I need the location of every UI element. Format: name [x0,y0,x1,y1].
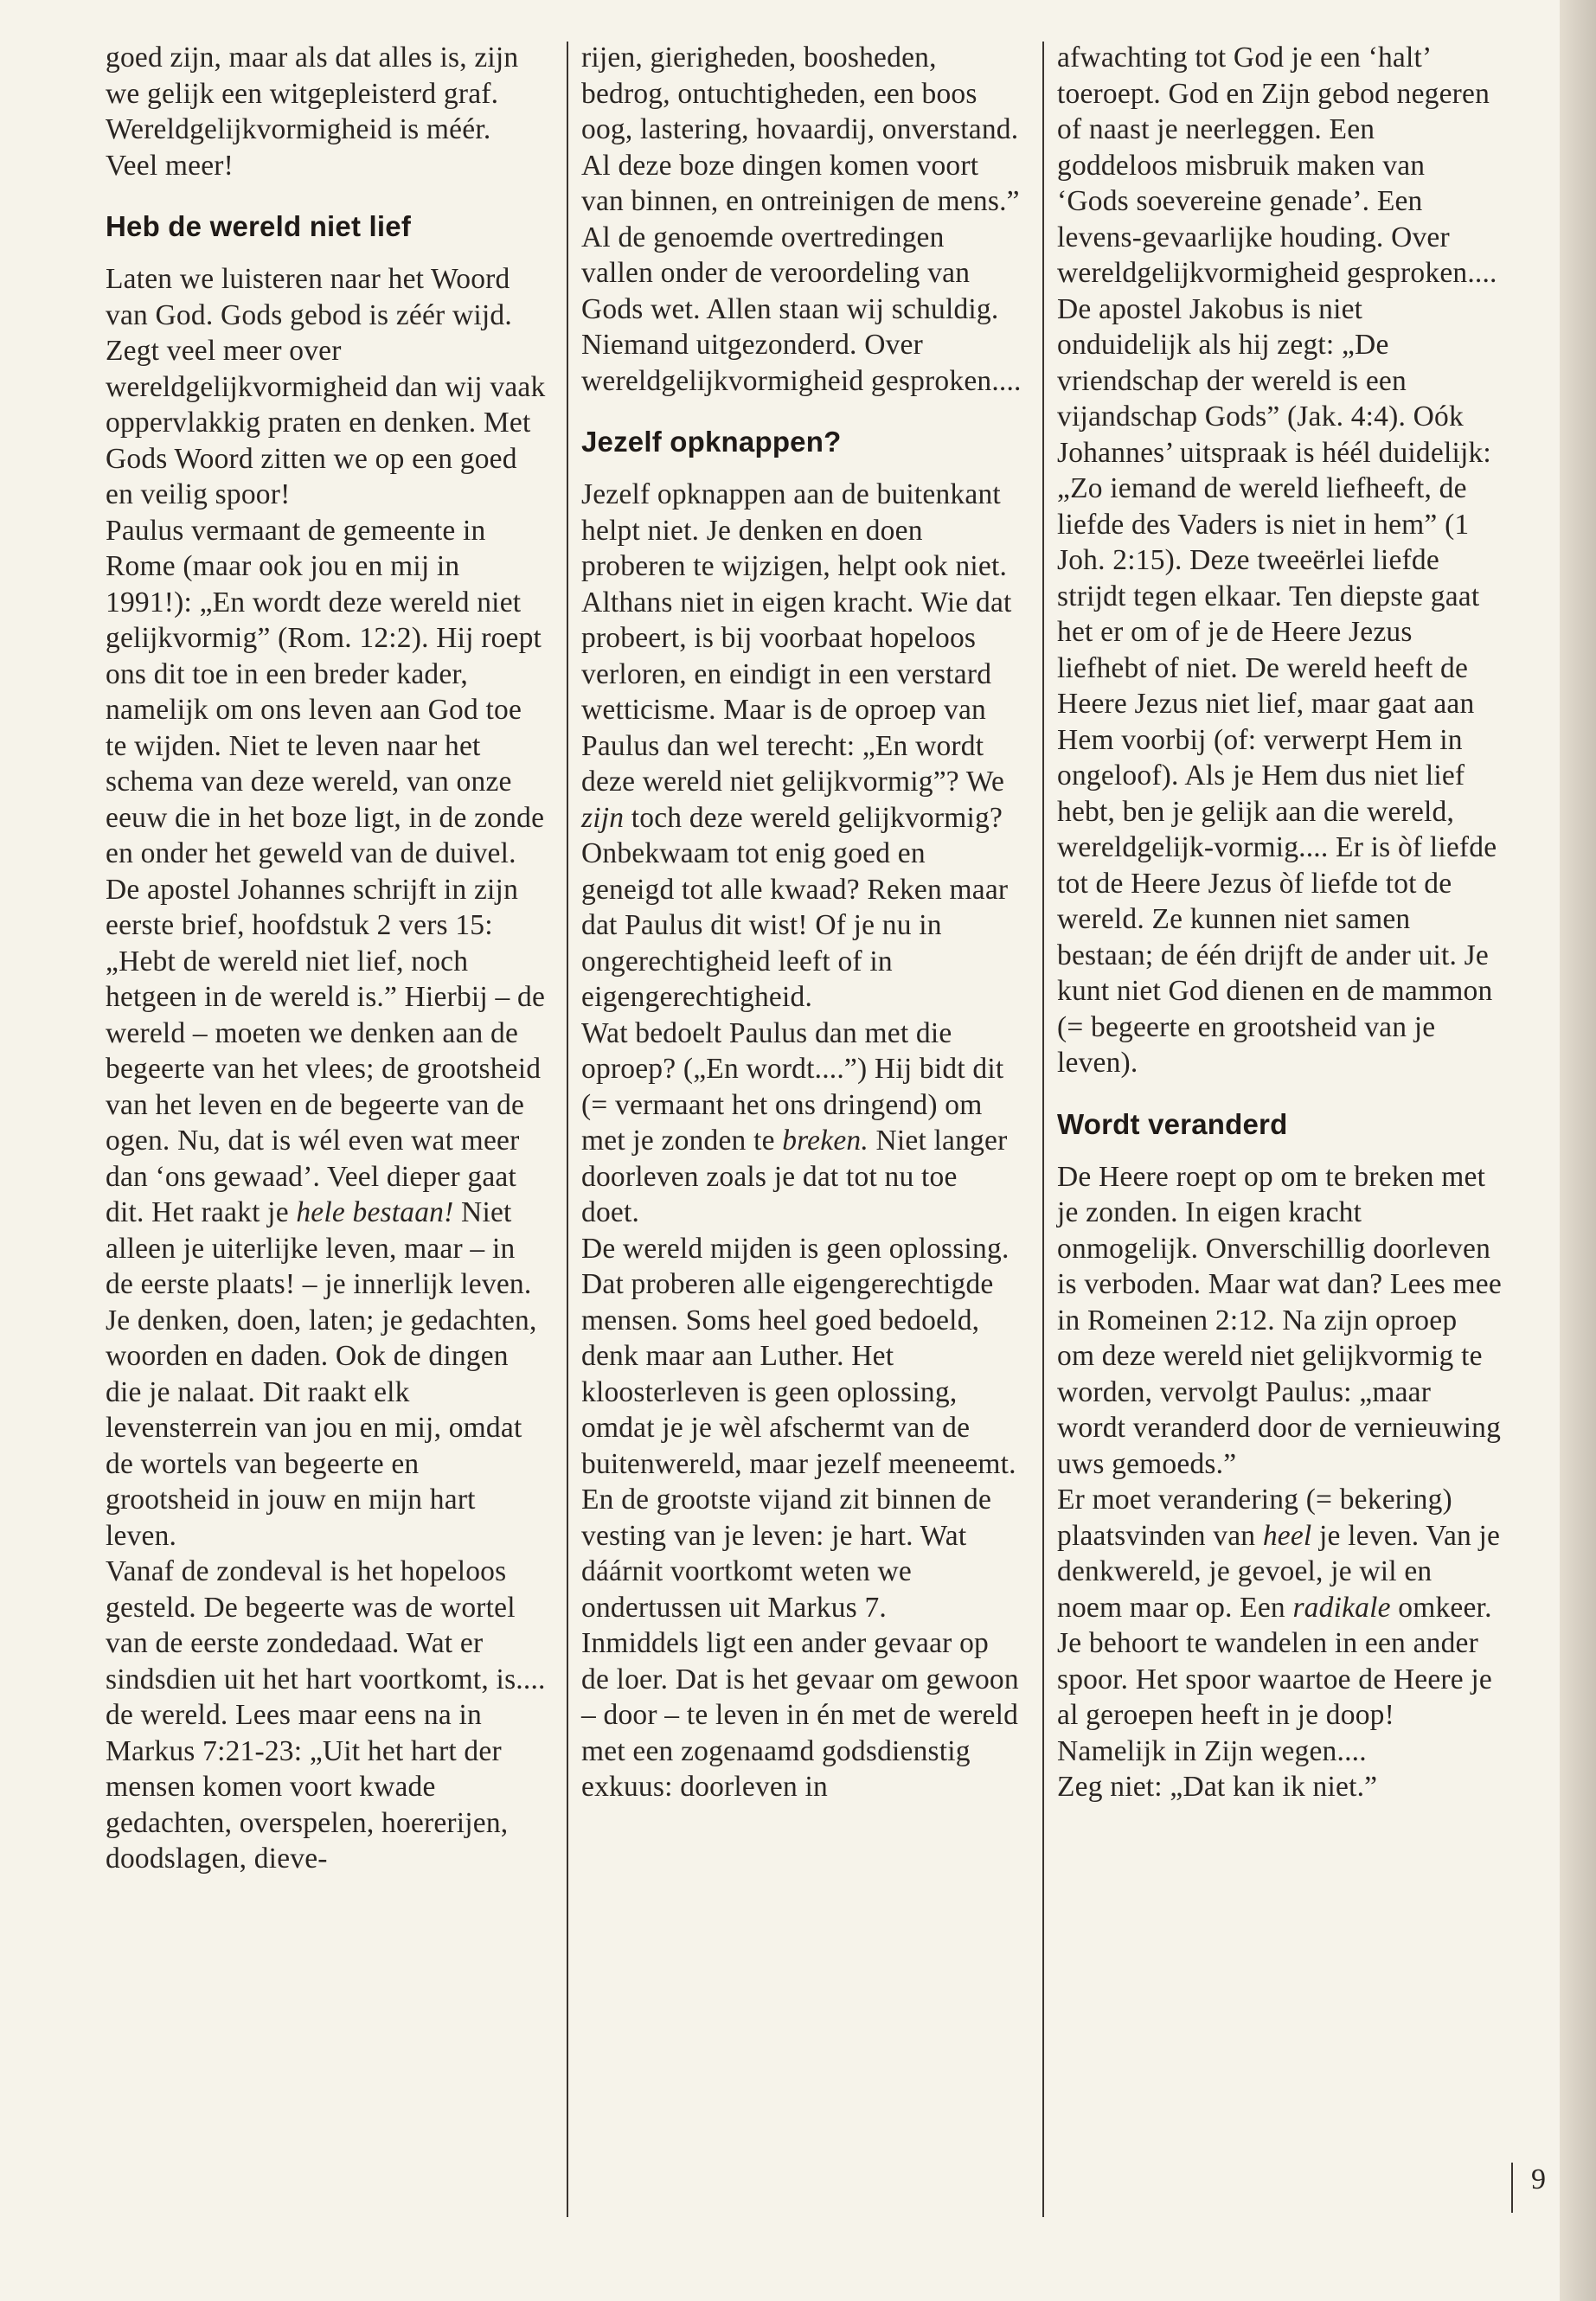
section-heading: Wordt veranderd [1057,1107,1288,1140]
column-2 [581,40,1022,1805]
column-1 [106,40,547,1877]
page-number-divider [1511,2163,1513,2213]
section-heading: Jezelf opknappen? [581,426,842,458]
emphasis: heel [1262,1519,1312,1552]
paragraph: Wat bedoelt Paulus dan met die oproep? („En wordt....”) Hij bidt dit (= vermaant het ons dringend) om met je zonden te breken. Niet langer doorleven zoals je dat tot nu toe doet. [581,1016,1008,1228]
paragraph: De apostel Jakobus is niet onduidelijk als hij zegt: „De vriendschap der wereld is een vijandschap Gods” (Jak. 4:4). Oók Johannes’ uitspraak is héél duidelijk: „Zo iemand de wereld liefheeft, de liefde des Vaders is niet in hem” (1 Joh. 2:15). Deze tweeërlei liefde strijdt tegen elkaar. Ten diepste gaat het er om of je de Heere Jezus liefhebt of niet. De wereld heeft de Heere Jezus niet lief, maar gaat aan Hem voorbij (of: verwerpt Hem in ongeloof). Als je Hem dus niet lief hebt, ben je gelijk aan die wereld, wereldgelijk-vormig.... Er is òf liefde tot de Heere Jezus òf liefde tot de wereld. Ze kunnen niet samen bestaan; de één drijft de ander uit. Je kunt niet God dienen en de mammon (= begeerte en grootsheid van je leven). [1057,292,1497,1079]
paragraph: Vanaf de zondeval is het hopeloos gesteld. De begeerte was de wortel van de eerste zondedaad. Wat er sindsdien uit het hart voortkomt, is.... de wereld. Lees maar eens na in Markus 7:21-23: „Uit het hart der mensen komen voort kwade gedachten, overspelen, hoererijen, doodslagen, dieve- [106,1555,546,1875]
paragraph: De Heere roept op om te breken met je zonden. In eigen kracht onmogelijk. Onverschillig doorleven is verboden. Maar wat dan? Lees mee in Romeinen 2:12. Na zijn oproep om deze wereld niet gelijkvormig te worden, vervolgt Paulus: „maar wordt veranderd door de vernieuwing uws gemoeds.” [1057,1160,1502,1480]
paragraph: Paulus vermaant de gemeente in Rome (maar ook jou en mij in 1991!): „En wordt deze wereld niet gelijkvormig” (Rom. 12:2). Hij roept ons dit toe in een breder kader, namelijk om ons leven aan God toe te wijden. Niet te leven naar het schema van deze wereld, van onze eeuw die in het boze ligt, in de zonde en onder het geweld van de duivel. [106,514,545,869]
paragraph: rijen, gierigheden, boosheden, bedrog, ontuchtigheden, een boos oog, lastering, hovaardij, onverstand. Al deze boze dingen komen voort van binnen, en ontreinigen de mens.” Al de genoemde overtredingen vallen onder de veroordeling van Gods wet. Allen staan wij schuldig. Niemand uitgezonderd. Over wereldgelijkvormigheid gesproken.... [581,42,1022,397]
column-divider [1042,42,1044,2217]
column-divider [567,42,568,2217]
emphasis: zijn [581,801,625,834]
page-number: 9 [1531,2163,1546,2195]
paragraph: Jezelf opknappen aan de buitenkant helpt niet. Je denken en doen proberen te wijzigen, helpt ook niet. Althans niet in eigen kracht. Wie dat probeert, is bij voorbaat hopeloos verloren, en eindigt in een verstard wetticisme. Maar is de oproep van Paulus dan wel terecht: „En wordt deze wereld niet gelijkvormig”? We zijn toch deze wereld gelijkvormig? Onbekwaam tot enig goed en geneigd tot alle kwaad? Reken maar dat Paulus dit wist! Of je nu in ongerechtigheid leeft of in eigengerechtigheid. [581,478,1012,1013]
paragraph: Inmiddels ligt een ander gevaar op de loer. Dat is het gevaar om gewoon – door – te leven in én met de wereld met een zogenaamd godsdienstig exkuus: doorleven in [581,1627,1019,1803]
column-3 [1057,40,1502,1805]
emphasis: breken. [782,1125,869,1157]
paragraph: Laten we luisteren naar het Woord van God. Gods gebod is zéér wijd. Zegt veel meer over wereldgelijkvormigheid dan wij vaak oppervlakkig praten en denken. Met Gods Woord zitten we op een goed en veilig spoor! [106,263,546,510]
paragraph: Zeg niet: „Dat kan ik niet.” [1057,1771,1378,1803]
paragraph: Er moet verandering (= bekering) plaatsvinden van heel je leven. Van je denkwereld, je gevoel, je wil en noem maar op. Een radikale omkeer. Je behoort te wandelen in een ander spoor. Het spoor waartoe de Heere je al geroepen heeft in je doop! Namelijk in Zijn wegen.... [1057,1484,1501,1767]
paragraph: De wereld mijden is geen oplossing. Dat proberen alle eigengerechtigde mensen. Soms heel goed bedoeld, denk maar aan Luther. Het kloosterleven is geen oplossing, omdat je je wèl afschermt van de buitenwereld, maar jezelf meeneemt. En de grootste vijand zit binnen de vesting van je leven: je hart. Wat dáárnit voortkomt weten we ondertussen uit Markus 7. [581,1232,1016,1624]
paragraph: goed zijn, maar als dat alles is, zijn we gelijk een witgepleisterd graf. Wereldgelijkvormigheid is méér. Veel meer! [106,42,519,182]
emphasis: radikale [1292,1591,1391,1624]
section-heading: Heb de wereld niet lief [106,210,412,242]
paragraph: De apostel Johannes schrijft in zijn eerste brief, hoofdstuk 2 vers 15: „Hebt de wereld niet lief, noch hetgeen in de wereld is.” Hierbij – de wereld – moeten we denken aan de begeerte van het vlees; de grootsheid van het leven en de begeerte van de ogen. Nu, dat is wél even wat meer dan ‘ons gewaad’. Veel dieper gaat dit. Het raakt je hele bestaan! Niet alleen je uiterlijke leven, maar – in de eerste plaats! – je innerlijk leven. Je denken, doen, laten; je gedachten, woorden en daden. Ook de dingen die je nalaat. Dit raakt elk levensterrein van jou en mij, omdat de wortels van begeerte en grootsheid in jouw en mijn hart leven. [106,873,546,1552]
paragraph: afwachting tot God je een ‘halt’ toeroept. God en Zijn gebod negeren of naast je neerleggen. Een goddeloos misbruik maken van ‘Gods soevereine genade’. Een levens-gevaarlijke houding. Over wereldgelijkvormigheid gesproken.... [1057,42,1497,289]
page-edge [1560,0,1596,2301]
emphasis: hele bestaan! [296,1196,454,1228]
